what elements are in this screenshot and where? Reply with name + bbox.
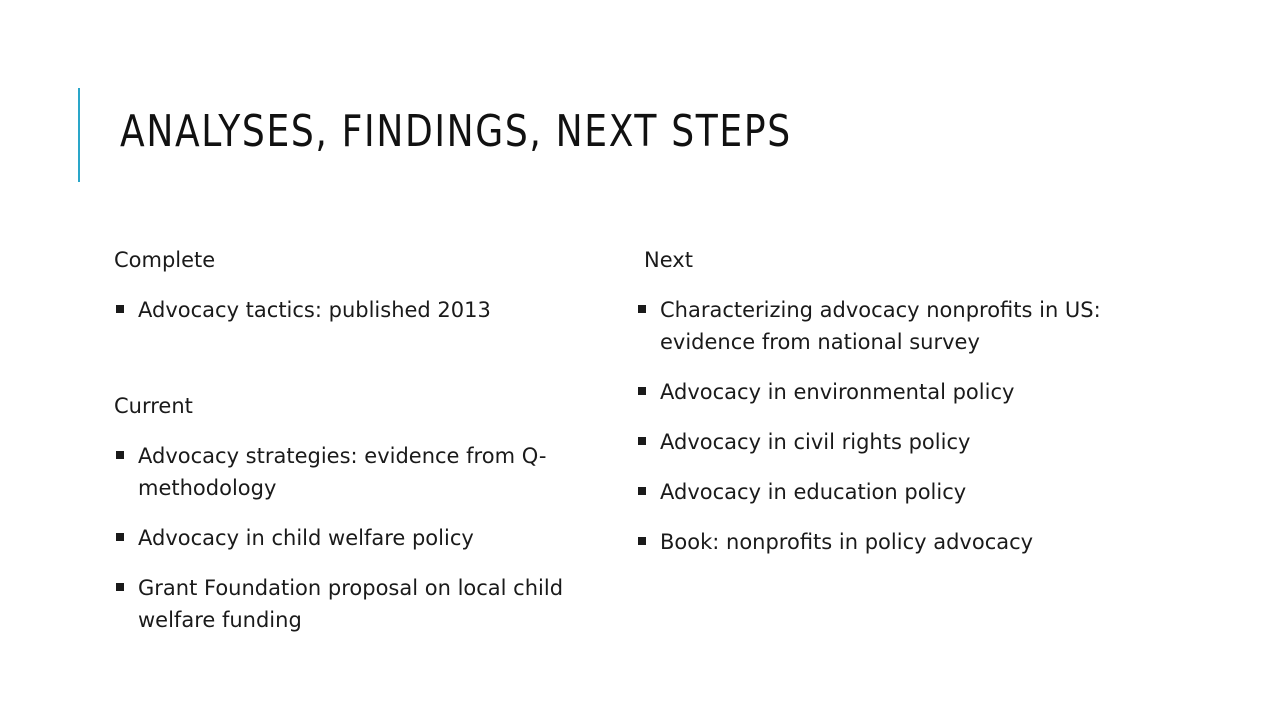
list-item [636, 476, 1136, 508]
current-heading: Current [114, 394, 193, 418]
list-item [114, 572, 604, 636]
complete-list [114, 294, 604, 326]
square-bullet-icon [638, 305, 646, 313]
list-item-text: Advocacy tactics: published 2013 [138, 298, 491, 322]
title-accent-bar [78, 88, 80, 182]
list-item [114, 440, 604, 504]
square-bullet-icon [638, 387, 646, 395]
current-list [114, 440, 604, 636]
square-bullet-icon [116, 533, 124, 541]
next-heading: Next [644, 248, 693, 272]
list-item-text: Advocacy in child welfare policy [138, 526, 474, 550]
list-item-text: Advocacy in environmental policy [660, 380, 1015, 404]
slide-title: ANALYSES, FINDINGS, NEXT STEPS [120, 106, 792, 157]
list-item [636, 526, 1136, 558]
next-list [636, 294, 1136, 558]
square-bullet-icon [638, 437, 646, 445]
list-item-text: Advocacy in education policy [660, 480, 967, 504]
list-item-text: Book: nonprofits in policy advocacy [660, 530, 1034, 554]
list-item [636, 426, 1136, 458]
list-item [636, 294, 1136, 358]
square-bullet-icon [116, 451, 124, 459]
list-item-text: Advocacy strategies: evidence from Q-methodology [138, 444, 547, 500]
list-item [636, 376, 1136, 408]
square-bullet-icon [638, 537, 646, 545]
right-column [636, 244, 1136, 576]
list-item [114, 522, 604, 554]
square-bullet-icon [638, 487, 646, 495]
list-item [114, 294, 604, 326]
list-item-text: Characterizing advocacy nonprofits in US: evidence from national survey [660, 298, 1101, 354]
list-item-text: Grant Foundation proposal on local child welfare funding [138, 576, 564, 632]
complete-heading: Complete [114, 248, 216, 272]
square-bullet-icon [116, 583, 124, 591]
square-bullet-icon [116, 305, 124, 313]
list-item-text: Advocacy in civil rights policy [660, 430, 971, 454]
left-column [114, 244, 604, 654]
